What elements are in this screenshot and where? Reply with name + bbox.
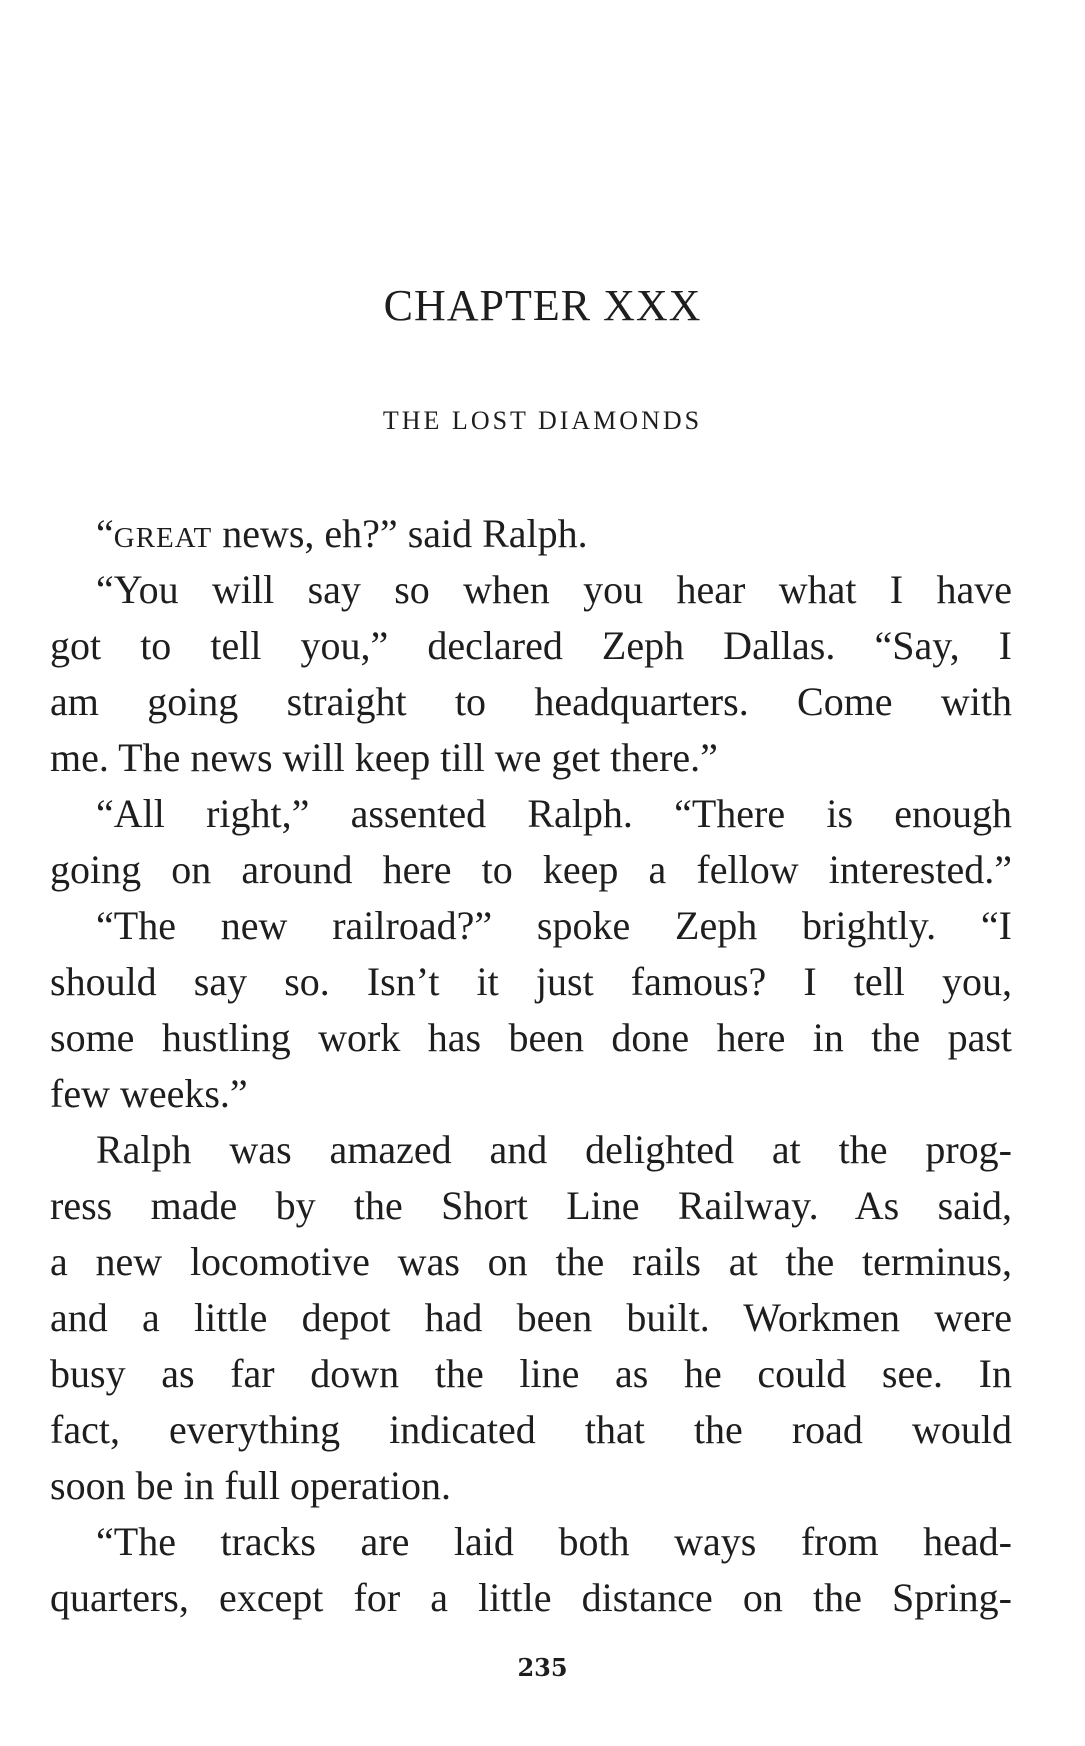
opening-small-caps-word: GREAT	[113, 522, 213, 554]
text-line: got to tell you,” declared Zeph Dallas. “Say, I	[50, 623, 1012, 668]
text-line: Ralph was amazed and delighted at the prog-	[96, 1127, 1012, 1172]
text-line: few weeks.”	[50, 1071, 248, 1116]
text-line: am going straight to headquarters. Come with	[50, 679, 1012, 724]
page-number: 235	[517, 1653, 568, 1682]
chapter-number: CHAPTER XXX	[383, 281, 702, 330]
text-line: “The new railroad?” spoke Zeph brightly. “I	[96, 903, 1012, 948]
text-line: soon be in full operation.	[50, 1463, 452, 1508]
text-line: quarters, except for a little distance on the Spring-	[50, 1575, 1012, 1620]
text-line: fact, everything indicated that the road would	[50, 1407, 1012, 1452]
text-line: going on around here to keep a fellow interested.”	[50, 847, 1012, 892]
opening-rest: news, eh?” said Ralph.	[212, 511, 588, 556]
text-line: a new locomotive was on the rails at the terminus,	[50, 1239, 1012, 1284]
body-text	[50, 506, 1012, 1626]
text-line: “You will say so when you hear what I have	[96, 567, 1012, 612]
text-line: should say so. Isn’t it just famous? I tell you,	[50, 959, 1012, 1004]
text-line: and a little depot had been built. Workmen were	[50, 1295, 1012, 1340]
opening-quote: “	[96, 511, 114, 556]
chapter-title: THE LOST DIAMONDS	[382, 406, 703, 435]
text-line: some hustling work has been done here in the past	[50, 1015, 1012, 1060]
text-line: ress made by the Short Line Railway. As said,	[50, 1183, 1012, 1228]
text-line: busy as far down the line as he could see. In	[50, 1351, 1012, 1396]
text-line: me. The news will keep till we get there.”	[50, 735, 718, 780]
opening-line	[50, 506, 1012, 562]
text-line: “The tracks are laid both ways from head-	[96, 1519, 1012, 1564]
text-line: “All right,” assented Ralph. “There is enough	[96, 791, 1012, 836]
